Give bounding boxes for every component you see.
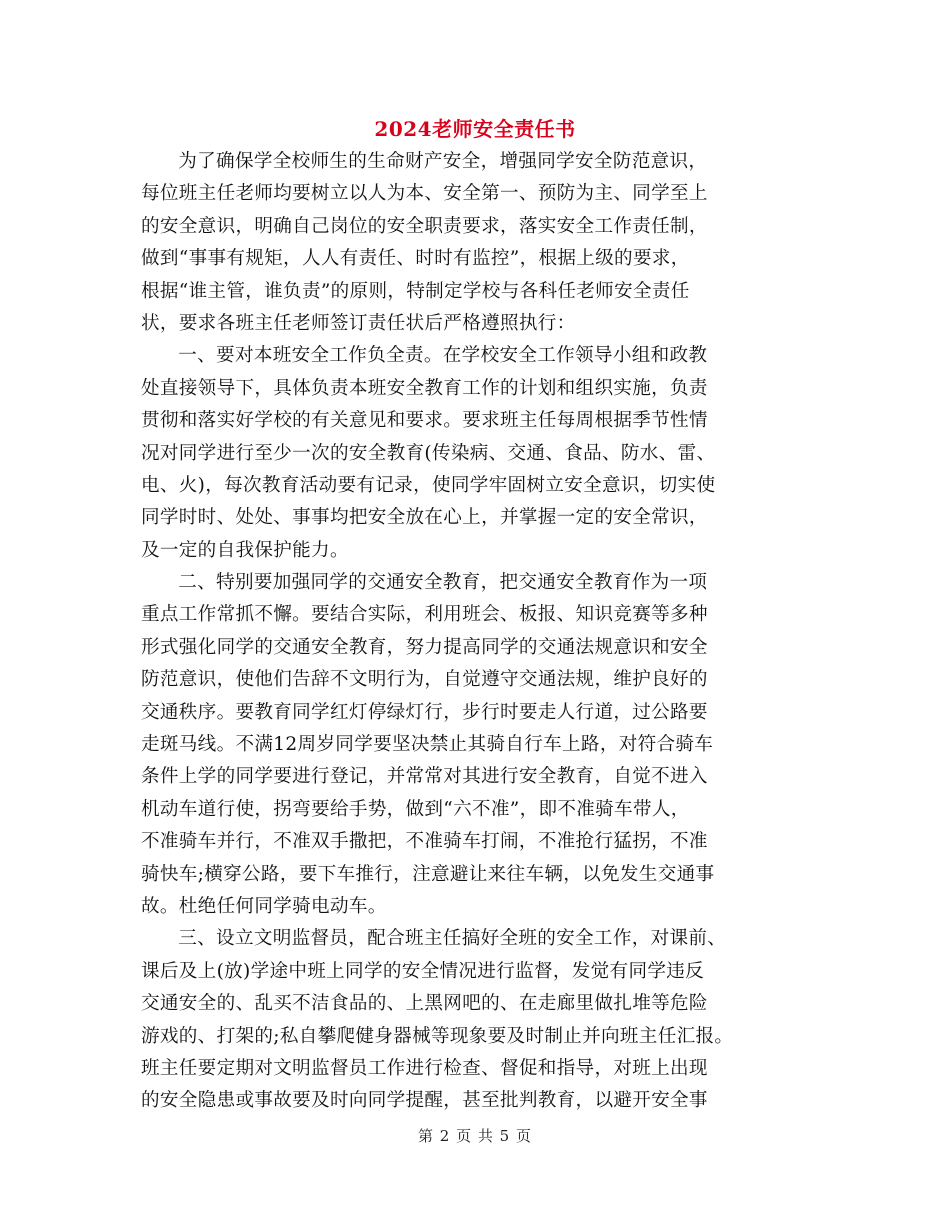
- body-line: 形式强化同学的交通安全教育，努力提高同学的交通法规意识和安全: [141, 636, 708, 658]
- body-line: 三、设立文明监督员，配合班主任搞好全班的安全工作，对课前、: [141, 928, 727, 950]
- body-line: 一、要对本班安全工作负全责。在学校安全工作领导小组和政教: [141, 345, 708, 367]
- body-line: 交通安全的、乱买不洁食品的、上黑网吧的、在走廊里做扎堆等危险: [141, 993, 708, 1015]
- body-line: 骑快车;横穿公路，要下车推行，注意避让来往车辆，以免发生交通事: [141, 863, 715, 885]
- body-line: 二、特别要加强同学的交通安全教育，把交通安全教育作为一项: [141, 572, 708, 594]
- body-line: 的安全隐患或事故要及时向同学提醒，甚至批判教育，以避开安全事: [141, 1090, 708, 1112]
- body-line: 同学时时、处处、事事均把安全放在心上，并掌握一定的安全常识，: [141, 507, 708, 529]
- body-line: 走斑马线。不满12周岁同学要坚决禁止其骑自行车上路，对符合骑车: [141, 734, 714, 756]
- body-line: 及一定的自我保护能力。: [141, 539, 349, 561]
- body-line: 游戏的、打架的;私自攀爬健身器械等现象要及时制止并向班主任汇报。: [141, 1025, 734, 1047]
- document-title: 2024老师安全责任书: [374, 117, 576, 141]
- document-body: [141, 146, 831, 1118]
- body-line: 的安全意识，明确自己岗位的安全职责要求，落实安全工作责任制，: [141, 215, 708, 237]
- body-line: 处直接领导下，具体负责本班安全教育工作的计划和组织实施，负责: [141, 377, 708, 399]
- body-line: 故。杜绝任何同学骑电动车。: [141, 895, 387, 917]
- body-line: 重点工作常抓不懈。要结合实际，利用班会、板报、知识竞赛等多种: [141, 604, 708, 626]
- body-line: 条件上学的同学要进行登记，并常常对其进行安全教育，自觉不进入: [141, 766, 708, 788]
- body-line: 交通秩序。要教育同学红灯停绿灯行，步行时要走人行道，过公路要: [141, 701, 708, 723]
- body-line: 课后及上(放)学途中班上同学的安全情况进行监督，发觉有同学违反: [141, 960, 705, 982]
- body-line: 况对同学进行至少一次的安全教育(传染病、交通、食品、防水、雷、: [141, 442, 716, 464]
- body-line: 每位班主任老师均要树立以人为本、安全第一、预防为主、同学至上: [141, 183, 708, 205]
- body-line: 电、火)，每次教育活动要有记录，使同学牢固树立安全意识，切实使: [141, 474, 716, 496]
- body-line: 状，要求各班主任老师签订责任状后严格遵照执行：: [141, 312, 576, 334]
- body-line: 贯彻和落实好学校的有关意见和要求。要求班主任每周根据季节性情: [141, 410, 708, 432]
- body-line: 根据“谁主管，谁负责”的原则，特制定学校与各科任老师安全责任: [141, 280, 690, 302]
- body-line: 班主任要定期对文明监督员工作进行检查、督促和指导，对班上出现: [141, 1057, 708, 1079]
- body-line: 防范意识，使他们告辞不文明行为，自觉遵守交通法规，维护良好的: [141, 669, 708, 691]
- body-line: 做到“事事有规矩，人人有责任、时时有监控”，根据上级的要求，: [141, 248, 690, 270]
- body-line: 机动车道行使，拐弯要给手势，做到“六不准”，即不准骑车带人，: [141, 798, 690, 820]
- body-line: 不准骑车并行，不准双手撒把，不准骑车打闹，不准抢行猛拐，不准: [141, 831, 708, 853]
- page-footer: 第 2 页 共 5 页: [418, 1127, 532, 1145]
- body-line: 为了确保学全校师生的生命财产安全，增强同学安全防范意识，: [141, 151, 708, 172]
